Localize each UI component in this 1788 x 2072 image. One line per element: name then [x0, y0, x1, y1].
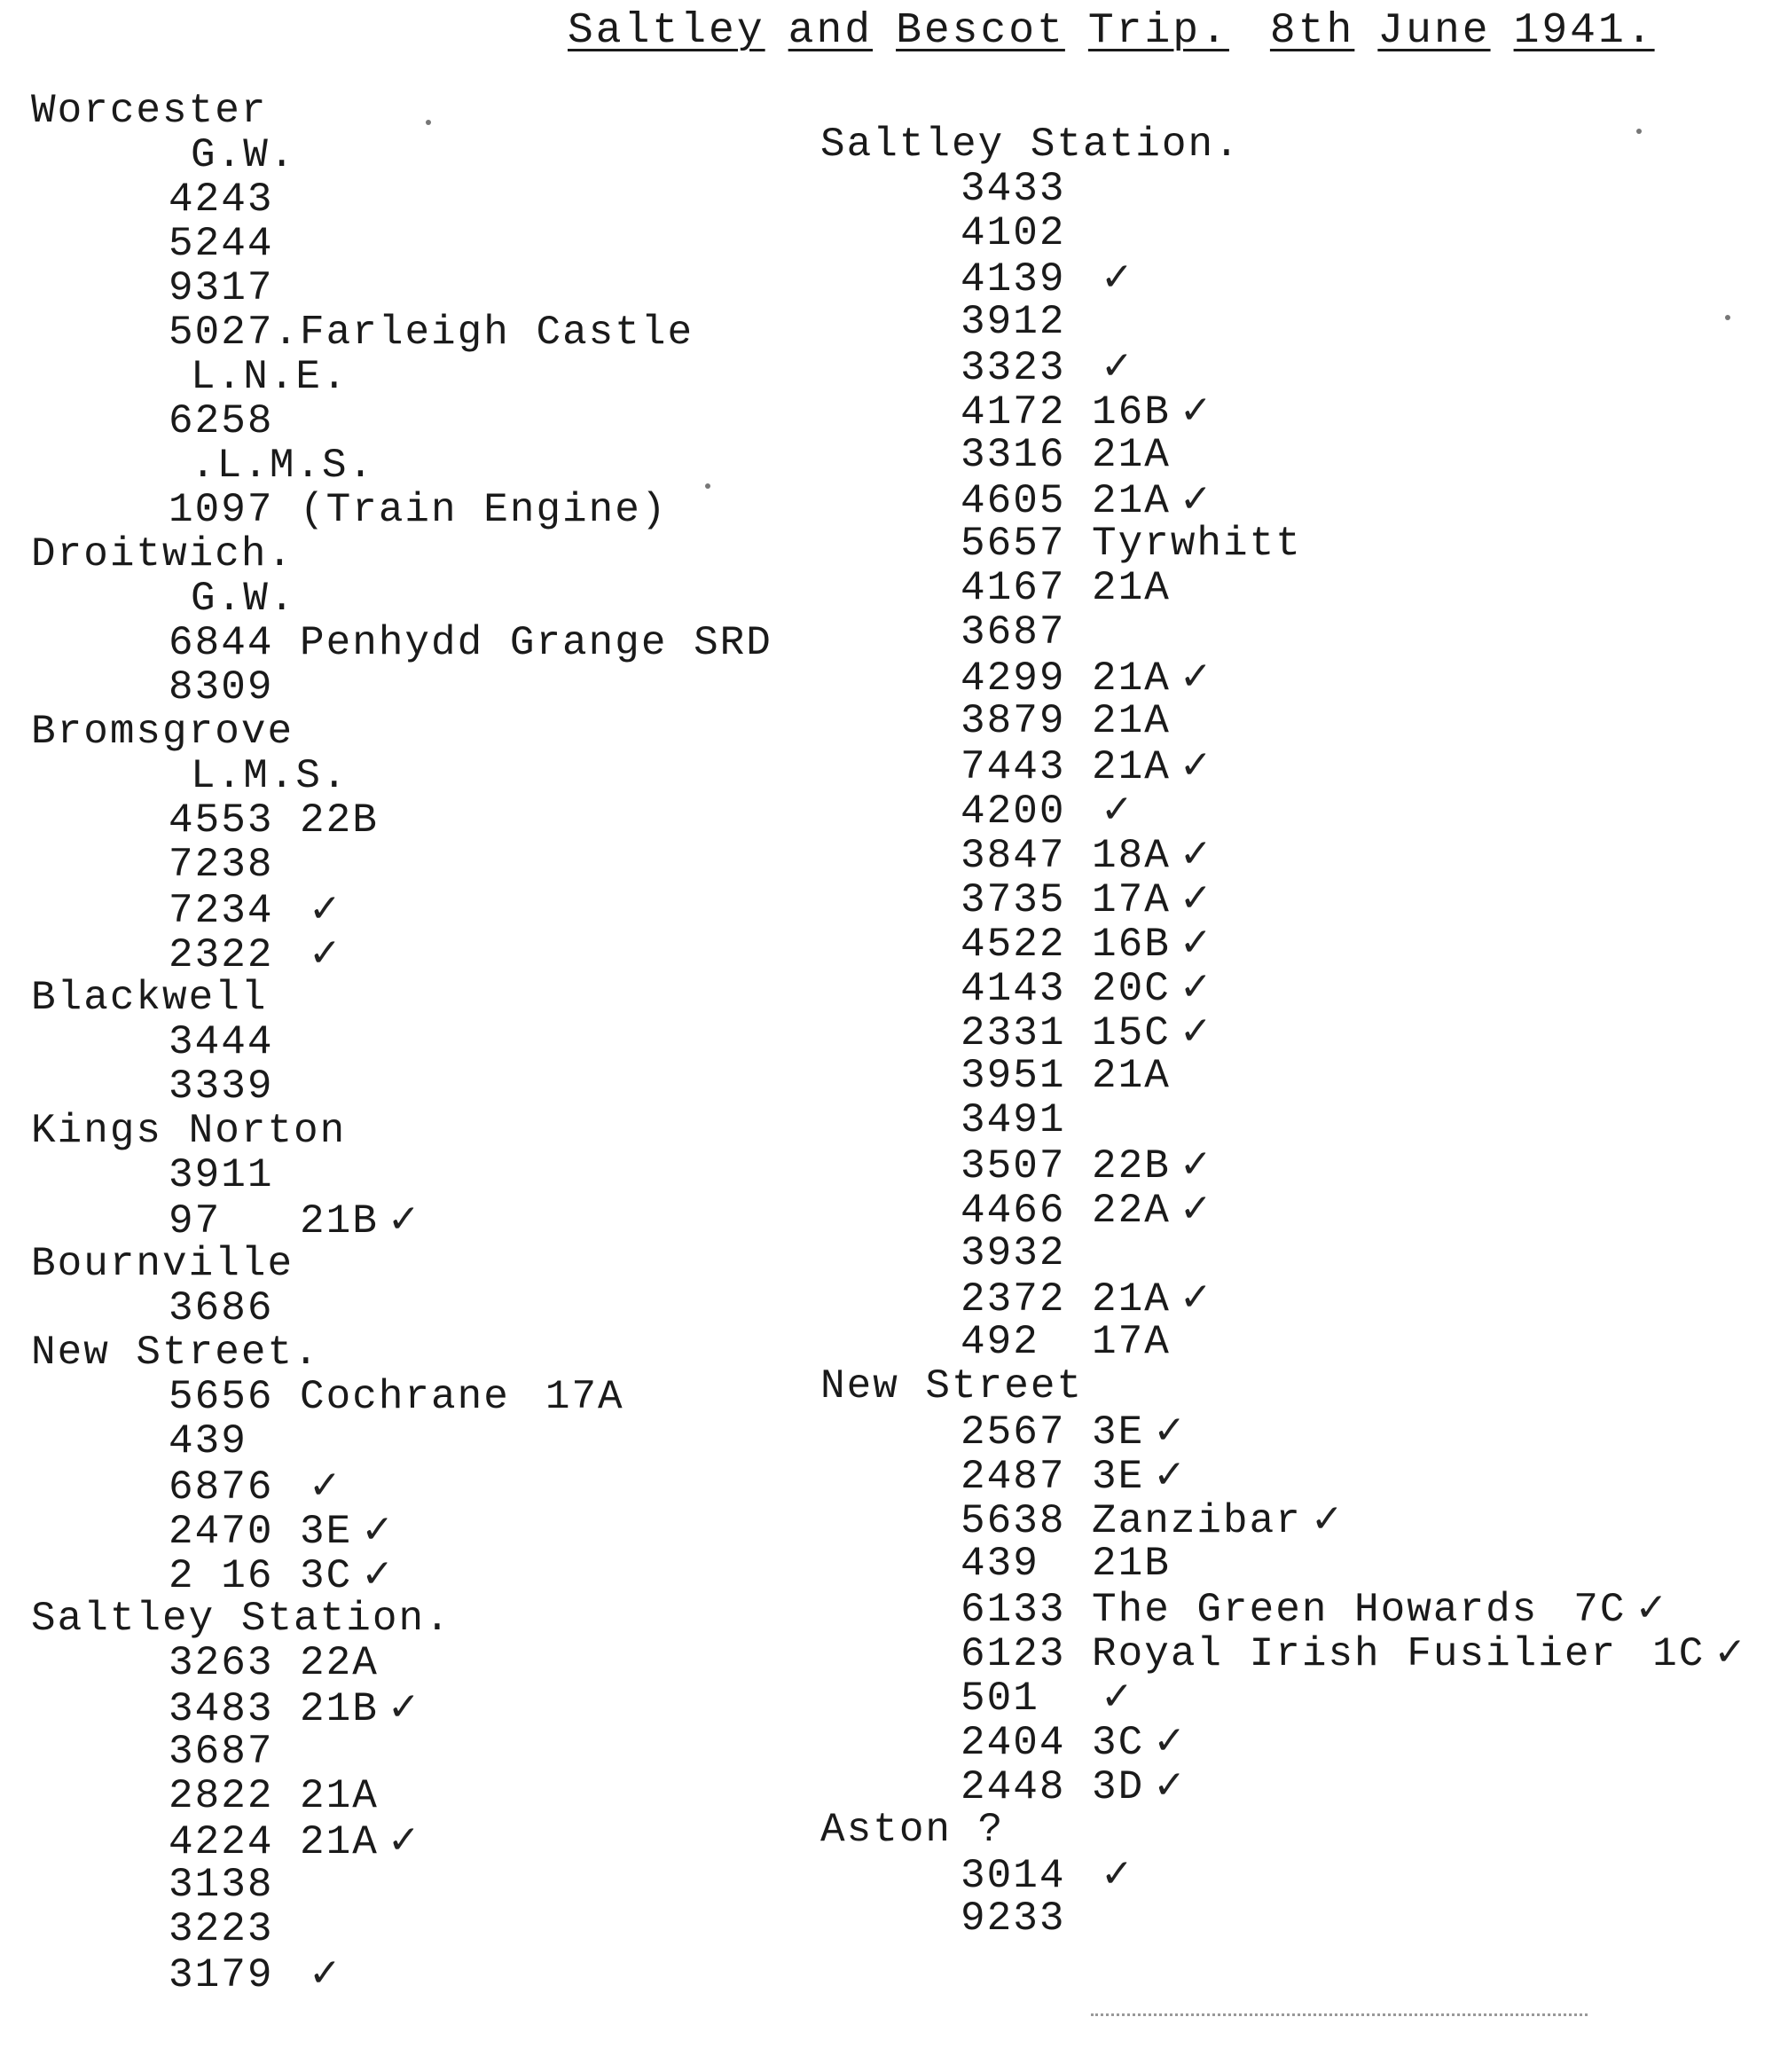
- loco-number: 3687: [961, 609, 1066, 655]
- loco-number: 6133: [961, 1587, 1066, 1633]
- loco-entry: [31, 310, 829, 355]
- loco-name: Farleigh Castle: [300, 310, 694, 356]
- shed-code: 21A: [300, 1773, 379, 1819]
- loco-entry: [820, 1452, 1778, 1500]
- loco-number: 3138: [169, 1862, 274, 1908]
- title-word: 1941.: [1513, 7, 1655, 55]
- tick-mark-icon: ✓: [1179, 654, 1214, 699]
- loco-entry: [820, 699, 1778, 743]
- loco-name: Tyrwhitt: [1092, 521, 1302, 567]
- tick-mark-icon: ✓: [1179, 742, 1214, 788]
- loco-number: 7238: [169, 842, 274, 888]
- loco-number: 2331: [961, 1010, 1066, 1056]
- loco-entry: [31, 1951, 829, 1996]
- loco-number: 2822: [169, 1773, 274, 1819]
- loco-number: 5244: [169, 221, 274, 267]
- place-heading: Bromsgrove: [31, 709, 294, 755]
- shed-code: 3E: [300, 1509, 353, 1555]
- shed-code: 21A: [1092, 478, 1171, 524]
- loco-number: 6123: [961, 1631, 1066, 1677]
- loco-number: 3263: [169, 1640, 274, 1686]
- loco-number: 3912: [961, 299, 1066, 345]
- loco-number: 501: [961, 1676, 1039, 1722]
- shed-code: 21A: [1092, 1276, 1171, 1322]
- shed-code: 22B: [1092, 1143, 1171, 1189]
- document-title: [568, 7, 1678, 55]
- tick-mark-icon: ✓: [1179, 476, 1214, 522]
- loco-entry: [31, 488, 829, 532]
- tick-mark-icon: ✓: [309, 886, 343, 931]
- loco-entry: [820, 477, 1778, 522]
- title-word: June: [1377, 7, 1491, 55]
- tick-mark-icon: ✓: [1153, 1408, 1188, 1453]
- loco-number: 3686: [169, 1285, 274, 1331]
- tick-mark-icon: ✓: [1635, 1585, 1670, 1630]
- right-column: [820, 122, 1778, 1941]
- loco-number: 4299: [961, 655, 1066, 702]
- shed-code: 21A: [1092, 565, 1171, 611]
- loco-entry: [31, 399, 829, 443]
- loco-entry: [31, 1507, 829, 1555]
- loco-number: 3932: [961, 1230, 1066, 1276]
- company-label: G.W.: [191, 132, 296, 178]
- tick-mark-icon: ✓: [1179, 1275, 1214, 1320]
- loco-entry: [820, 255, 1778, 300]
- loco-number: 6844: [169, 620, 274, 666]
- tick-mark-icon: ✓: [1179, 1009, 1214, 1054]
- loco-number: 3179: [169, 1952, 274, 1998]
- loco-number: 4172: [961, 389, 1066, 436]
- speck-mark: [426, 120, 431, 125]
- loco-entry: [820, 211, 1778, 255]
- shed-code: 3E: [1092, 1409, 1145, 1456]
- loco-entry: [31, 1685, 829, 1730]
- title-word: Saltley: [568, 7, 765, 55]
- loco-number: 8309: [169, 664, 274, 710]
- loco-number: 3339: [169, 1063, 274, 1110]
- loco-entry: [820, 964, 1778, 1012]
- loco-number: 2 16: [169, 1553, 274, 1599]
- loco-entry: [31, 177, 829, 222]
- loco-entry: [31, 1863, 829, 1907]
- loco-entry: [31, 1419, 829, 1464]
- loco-entry: [820, 167, 1778, 211]
- loco-number: 4243: [169, 177, 274, 223]
- shed-code: 20C: [1092, 966, 1171, 1012]
- company-label: L.N.E.: [191, 354, 349, 400]
- tick-mark-icon: ✓: [1179, 1142, 1214, 1187]
- loco-number: 2448: [961, 1764, 1066, 1810]
- loco-number: 97: [169, 1198, 222, 1244]
- loco-number: 3223: [169, 1906, 274, 1952]
- loco-entry: [820, 920, 1778, 968]
- tick-mark-icon: ✓: [309, 1950, 343, 1996]
- title-word: and: [788, 7, 874, 55]
- loco-number: 3735: [961, 877, 1066, 923]
- tick-mark-icon: ✓: [1714, 1629, 1749, 1675]
- loco-name: Zanzibar: [1092, 1498, 1302, 1544]
- shed-code: 21B: [300, 1686, 379, 1732]
- tick-mark-icon: ✓: [1101, 1674, 1135, 1719]
- shed-code: 17A: [1092, 1319, 1171, 1365]
- left-column: [31, 89, 829, 1996]
- loco-number: 3687: [169, 1729, 274, 1775]
- loco-number: 5027.: [169, 310, 301, 356]
- shed-code: 21B: [300, 1198, 379, 1244]
- loco-number: 4167: [961, 565, 1066, 611]
- loco-number: 4143: [961, 966, 1066, 1012]
- loco-entry: [31, 1552, 829, 1597]
- loco-entry: [31, 1020, 829, 1064]
- tick-mark-icon: ✓: [1153, 1452, 1188, 1497]
- loco-entry: [820, 1497, 1778, 1542]
- loco-number: 2372: [961, 1276, 1066, 1322]
- loco-number: 5638: [961, 1498, 1066, 1544]
- tick-mark-icon: ✓: [387, 1817, 422, 1863]
- place-heading: Droitwich.: [31, 531, 294, 577]
- loco-entry: [820, 343, 1778, 391]
- loco-entry: [820, 1009, 1778, 1054]
- loco-number: 4139: [961, 256, 1066, 302]
- place-heading: Worcester: [31, 88, 268, 134]
- shed-code: 21A: [1092, 744, 1171, 790]
- loco-entry: [820, 300, 1778, 344]
- loco-entry: [31, 1818, 829, 1863]
- loco-number: 2322: [169, 932, 274, 978]
- loco-number: 6876: [169, 1464, 274, 1511]
- loco-entry: [31, 1641, 829, 1685]
- loco-entry: [820, 1763, 1778, 1808]
- loco-number: 492: [961, 1319, 1039, 1365]
- loco-entry: [820, 1320, 1778, 1364]
- loco-number: 3316: [961, 432, 1066, 478]
- loco-number: 2404: [961, 1720, 1066, 1766]
- place-heading: Bournville: [31, 1241, 294, 1287]
- loco-entry: [31, 222, 829, 266]
- dotted-mark: [1091, 2013, 1588, 2016]
- loco-entry: [31, 1730, 829, 1774]
- loco-number: 3879: [961, 698, 1066, 744]
- place-heading: Aston ?: [820, 1807, 1005, 1853]
- loco-number: 7234: [169, 888, 274, 934]
- loco-number: 439: [961, 1541, 1039, 1587]
- loco-number: 3911: [169, 1152, 274, 1198]
- title-word: Trip.: [1087, 7, 1229, 55]
- tick-mark-icon: ✓: [1179, 964, 1214, 1009]
- shed-code: 1C: [1652, 1631, 1706, 1677]
- tick-mark-icon: ✓: [1101, 787, 1135, 832]
- loco-number: 6258: [169, 398, 274, 444]
- tick-mark-icon: ✓: [387, 1684, 422, 1730]
- loco-entry: [820, 876, 1778, 921]
- loco-entry: [31, 1375, 829, 1419]
- shed-code: 21B: [1092, 1541, 1171, 1587]
- loco-entry: [820, 1896, 1778, 1941]
- shed-code: 21A: [1092, 1053, 1171, 1099]
- loco-entry: [820, 787, 1778, 835]
- loco-number: 3433: [961, 166, 1066, 212]
- company-label: .L.M.S.: [191, 443, 375, 489]
- loco-entry: [31, 1286, 829, 1330]
- loco-number: 3507: [961, 1143, 1066, 1189]
- tick-mark-icon: ✓: [1179, 831, 1214, 876]
- loco-number: 4224: [169, 1819, 274, 1865]
- shed-code: 3C: [300, 1553, 353, 1599]
- shed-code: 21A: [300, 1819, 379, 1865]
- loco-entry: [820, 1718, 1778, 1766]
- loco-entry: [820, 1054, 1778, 1098]
- loco-entry: [31, 621, 829, 665]
- shed-code: 17A: [1092, 877, 1171, 923]
- loco-entry: [820, 654, 1778, 702]
- loco-entry: [31, 1907, 829, 1951]
- shed-code: 22B: [300, 797, 379, 844]
- loco-entry: [31, 266, 829, 310]
- loco-number: 2487: [961, 1454, 1066, 1500]
- loco-entry: [820, 831, 1778, 879]
- loco-name: Penhydd Grange SRD: [300, 620, 772, 666]
- tick-mark-icon: ✓: [1101, 343, 1135, 388]
- loco-entry: [820, 1674, 1778, 1722]
- place-heading: Saltley Station.: [31, 1596, 451, 1642]
- loco-number: 1097: [169, 487, 274, 533]
- tick-mark-icon: ✓: [309, 930, 343, 976]
- shed-code: 21A: [1092, 698, 1171, 744]
- loco-entry: [820, 1142, 1778, 1187]
- loco-number: 7443: [961, 744, 1066, 790]
- loco-entry: [820, 388, 1778, 436]
- tick-mark-icon: ✓: [1101, 255, 1135, 300]
- loco-number: 439: [169, 1418, 247, 1464]
- loco-entry: [820, 1231, 1778, 1275]
- loco-name: Cochrane: [300, 1374, 510, 1420]
- loco-entry: [820, 1098, 1778, 1142]
- tick-mark-icon: ✓: [1179, 875, 1214, 921]
- shed-code: 17A: [545, 1374, 624, 1420]
- loco-number: 9317: [169, 265, 274, 311]
- tick-mark-icon: ✓: [1310, 1496, 1345, 1542]
- shed-code: 21A: [1092, 432, 1171, 478]
- loco-entry: [31, 931, 829, 976]
- loco-number: 4466: [961, 1188, 1066, 1234]
- loco-entry: [31, 1197, 829, 1242]
- tick-mark-icon: ✓: [1153, 1762, 1188, 1808]
- loco-entry: [31, 886, 829, 934]
- loco-name: (Train Engine): [300, 487, 668, 533]
- shed-code: 15C: [1092, 1010, 1171, 1056]
- loco-number: 4605: [961, 478, 1066, 524]
- tick-mark-icon: ✓: [361, 1507, 396, 1552]
- loco-entry: [820, 433, 1778, 477]
- shed-code: 16B: [1092, 389, 1171, 436]
- shed-code: 7C: [1573, 1587, 1627, 1633]
- speck-mark: [1725, 315, 1730, 320]
- place-heading: New Street: [820, 1363, 1084, 1409]
- loco-number: 2470: [169, 1509, 274, 1555]
- loco-number: 3483: [169, 1686, 274, 1732]
- company-label: L.M.S.: [191, 753, 349, 799]
- loco-number: 4522: [961, 922, 1066, 968]
- place-heading: Blackwell: [31, 975, 268, 1021]
- loco-entry: [820, 1275, 1778, 1320]
- loco-number: 3014: [961, 1853, 1066, 1899]
- loco-entry: [820, 566, 1778, 610]
- loco-entry: [31, 1463, 829, 1511]
- loco-entry: [820, 1630, 1778, 1675]
- loco-number: 3444: [169, 1019, 274, 1065]
- shed-code: 18A: [1092, 833, 1171, 879]
- loco-number: 4553: [169, 797, 274, 844]
- tick-mark-icon: ✓: [387, 1197, 422, 1242]
- tick-mark-icon: ✓: [1179, 920, 1214, 965]
- place-heading: Kings Norton: [31, 1108, 347, 1154]
- loco-entry: [820, 1186, 1778, 1234]
- tick-mark-icon: ✓: [1153, 1718, 1188, 1763]
- loco-entry: [31, 798, 829, 843]
- loco-entry: [820, 610, 1778, 655]
- loco-name: Royal Irish Fusilier: [1092, 1631, 1618, 1677]
- loco-entry: [820, 743, 1778, 788]
- company-label: G.W.: [191, 576, 296, 622]
- title-word: 8th: [1269, 7, 1355, 55]
- loco-number: 5657: [961, 521, 1066, 567]
- loco-entry: [31, 1064, 829, 1109]
- tick-mark-icon: ✓: [1179, 388, 1214, 433]
- loco-entry: [820, 1585, 1778, 1633]
- shed-code: 22A: [1092, 1188, 1171, 1234]
- loco-number: 3323: [961, 345, 1066, 391]
- loco-number: 4200: [961, 789, 1066, 835]
- tick-mark-icon: ✓: [1101, 1851, 1135, 1896]
- loco-entry: [820, 1542, 1778, 1586]
- loco-entry: [31, 665, 829, 710]
- shed-code: 3E: [1092, 1454, 1145, 1500]
- loco-number: 9233: [961, 1895, 1066, 1942]
- loco-number: 5656: [169, 1374, 274, 1420]
- loco-number: 2567: [961, 1409, 1066, 1456]
- loco-entry: [820, 1851, 1778, 1899]
- shed-code: 3D: [1092, 1764, 1145, 1810]
- loco-entry: [31, 843, 829, 887]
- speck-mark: [705, 483, 710, 489]
- shed-code: 16B: [1092, 922, 1171, 968]
- loco-entry: [31, 1774, 829, 1818]
- shed-code: 3C: [1092, 1720, 1145, 1766]
- loco-number: 4102: [961, 210, 1066, 256]
- shed-code: 22A: [300, 1640, 379, 1686]
- place-heading: New Street.: [31, 1330, 320, 1376]
- tick-mark-icon: ✓: [1179, 1186, 1214, 1231]
- loco-entry: [820, 522, 1778, 566]
- loco-number: 3951: [961, 1053, 1066, 1099]
- loco-number: 3847: [961, 833, 1066, 879]
- title-word: Bescot: [896, 7, 1065, 55]
- shed-code: 21A: [1092, 655, 1171, 702]
- loco-entry: [31, 1153, 829, 1197]
- loco-entry: [820, 1408, 1778, 1456]
- loco-name: The Green Howards: [1092, 1587, 1539, 1633]
- tick-mark-icon: ✓: [309, 1463, 343, 1508]
- tick-mark-icon: ✓: [361, 1551, 396, 1597]
- loco-number: 3491: [961, 1097, 1066, 1143]
- speck-mark: [1636, 129, 1642, 134]
- place-heading: Saltley Station.: [820, 122, 1241, 168]
